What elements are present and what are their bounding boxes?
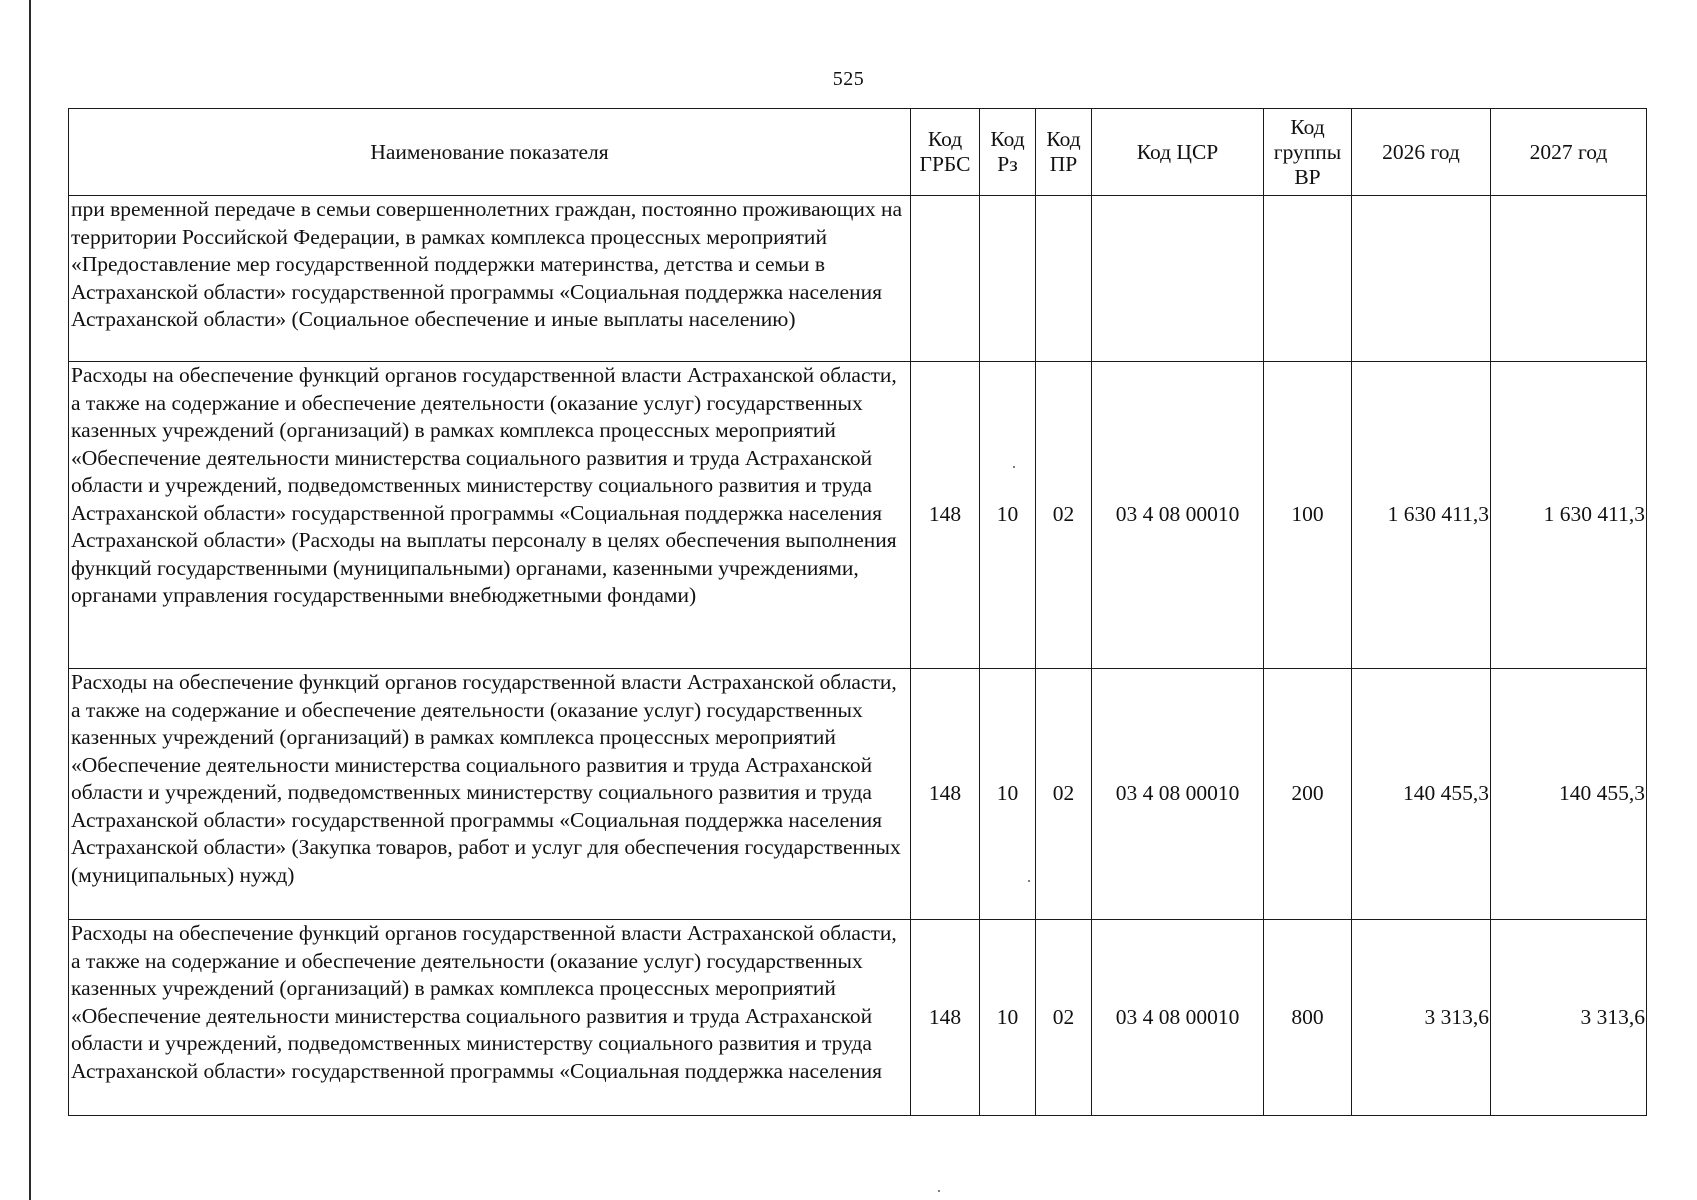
row-indicator-name: при временной передаче в семьи совершеннолетних граждан, постоянно проживающих на территории Российской Федерации, в рамках комплекса процессных мероприятий «Предоставление мер государственной поддержки материнства, детства и семьи в Астраханской области» государственной программы «Социальная поддержка населения Астраханской области» (Социальное обеспечение и иные выплаты населению)	[69, 196, 911, 362]
row-grbs-code: 148	[911, 920, 980, 1116]
row-rz-code: 10	[980, 362, 1036, 669]
row-grbs-code: 148	[911, 669, 980, 920]
row-amount-2027: 140 455,3	[1491, 669, 1647, 920]
page-number: 525	[832, 68, 865, 90]
row-amount-2027: 3 313,6	[1491, 920, 1647, 1116]
table-row	[69, 196, 1647, 362]
row-rz-code: 10	[980, 669, 1036, 920]
row-csr-code: 03 4 08 00010	[1092, 669, 1264, 920]
header-grbs-code: Код ГРБС	[911, 109, 980, 196]
row-csr-code: 03 4 08 00010	[1092, 920, 1264, 1116]
header-pr-code: Код ПР	[1036, 109, 1092, 196]
row-vr-code: 800	[1264, 920, 1352, 1116]
row-csr-code: 03 4 08 00010	[1092, 362, 1264, 669]
row-vr-code	[1264, 196, 1352, 362]
header-vr-group-code: Код группы ВР	[1264, 109, 1352, 196]
row-rz-code: 10	[980, 920, 1036, 1116]
row-amount-2026: 3 313,6	[1352, 920, 1491, 1116]
row-vr-code: 100	[1264, 362, 1352, 669]
header-year-2027: 2027 год	[1491, 109, 1647, 196]
row-vr-code: 200	[1264, 669, 1352, 920]
row-amount-2027	[1491, 196, 1647, 362]
table-row	[69, 669, 1647, 920]
row-pr-code: 02	[1036, 669, 1092, 920]
header-csr-code: Код ЦСР	[1092, 109, 1264, 196]
row-amount-2026	[1352, 196, 1491, 362]
row-indicator-name: Расходы на обеспечение функций органов государственной власти Астраханской области, а также на содержание и обеспечение деятельности (оказание услуг) государственных казенных учреждений (организаций) в рамках комплекса процессных мероприятий «Обеспечение деятельности министерства социального развития и труда Астраханской области и учреждений, подведомственных министерству социального развития и труда Астраханской области» государственной программы «Социальная поддержка населения	[69, 920, 911, 1116]
row-pr-code	[1036, 196, 1092, 362]
table-row	[69, 920, 1647, 1116]
scan-speck	[1013, 466, 1015, 468]
row-pr-code: 02	[1036, 362, 1092, 669]
row-indicator-name: Расходы на обеспечение функций органов государственной власти Астраханской области, а также на содержание и обеспечение деятельности (оказание услуг) государственных казенных учреждений (организаций) в рамках комплекса процессных мероприятий «Обеспечение деятельности министерства социального развития и труда Астраханской области и учреждений, подведомственных министерству социального развития и труда Астраханской области» государственной программы «Социальная поддержка населения Астраханской области» (Расходы на выплаты персоналу в целях обеспечения выполнения функций государственными (муниципальными) органами, казенными учреждениями, органами управления государственными внебюджетными фондами)	[69, 362, 911, 669]
row-amount-2026: 140 455,3	[1352, 669, 1491, 920]
table-header-row	[69, 109, 1647, 196]
row-indicator-name: Расходы на обеспечение функций органов государственной власти Астраханской области, а также на содержание и обеспечение деятельности (оказание услуг) государственных казенных учреждений (организаций) в рамках комплекса процессных мероприятий «Обеспечение деятельности министерства социального развития и труда Астраханской области и учреждений, подведомственных министерству социального развития и труда Астраханской области» государственной программы «Социальная поддержка населения Астраханской области» (Закупка товаров, работ и услуг для обеспечения государственных (муниципальных) нужд)	[69, 669, 911, 920]
scan-speck	[1028, 880, 1030, 882]
header-indicator-name: Наименование показателя	[69, 109, 911, 196]
row-grbs-code	[911, 196, 980, 362]
row-pr-code: 02	[1036, 920, 1092, 1116]
row-amount-2026: 1 630 411,3	[1352, 362, 1491, 669]
budget-table	[68, 108, 1647, 1116]
table-row	[69, 362, 1647, 669]
row-csr-code	[1092, 196, 1264, 362]
header-rz-code: Код Рз	[980, 109, 1036, 196]
scan-speck	[938, 1190, 940, 1192]
row-grbs-code: 148	[911, 362, 980, 669]
page-binding-line	[29, 0, 31, 1200]
row-amount-2027: 1 630 411,3	[1491, 362, 1647, 669]
header-year-2026: 2026 год	[1352, 109, 1491, 196]
row-rz-code	[980, 196, 1036, 362]
